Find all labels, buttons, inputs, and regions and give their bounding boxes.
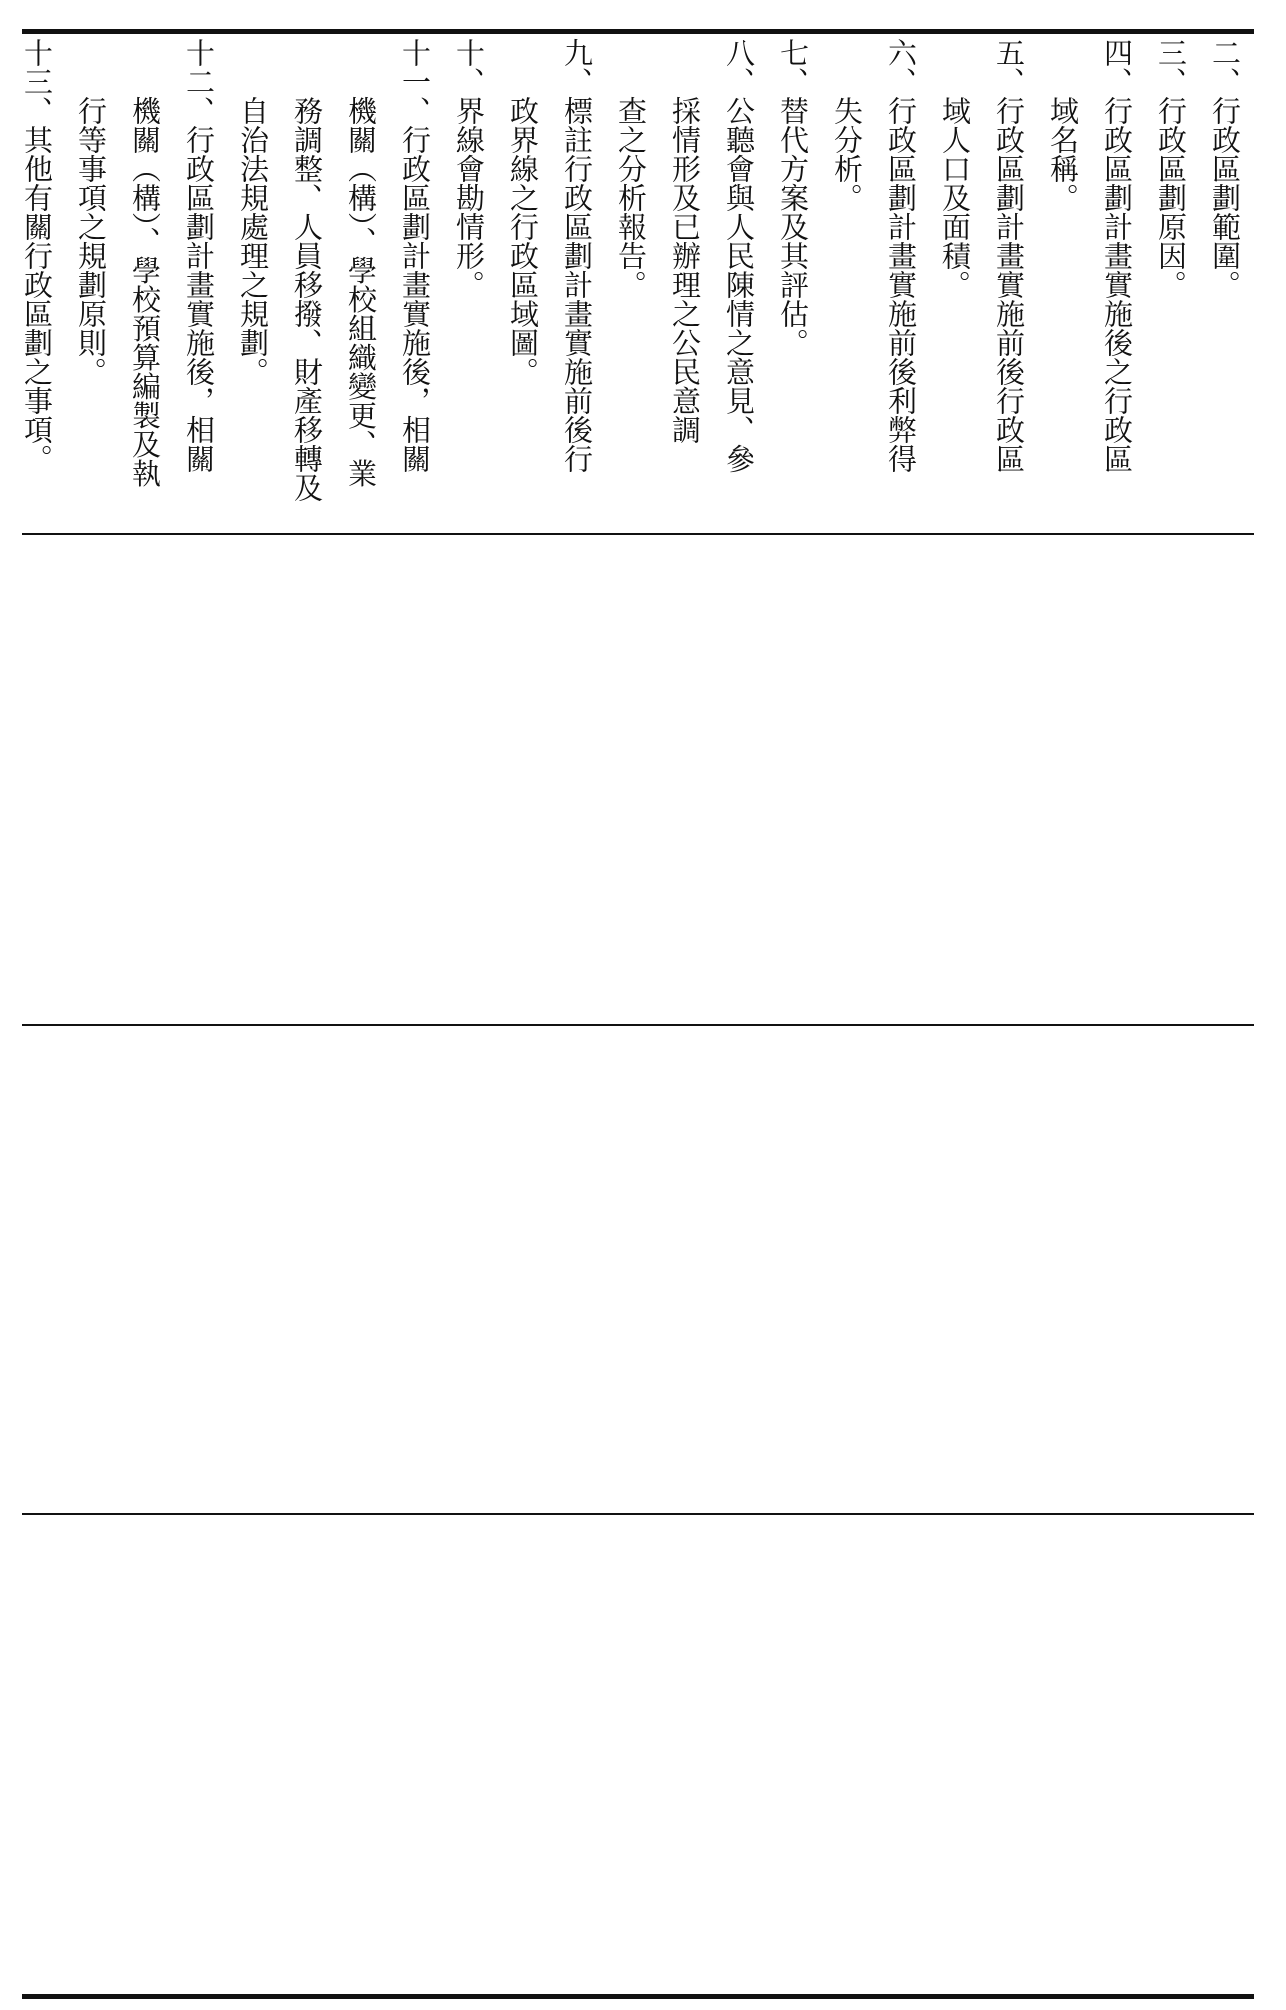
text-line: 二、行政區劃範圍。 xyxy=(1208,38,1242,299)
text-line: 三、行政區劃原因。 xyxy=(1154,38,1188,299)
top-border-rule xyxy=(22,29,1254,34)
text-line: 十二、行政區劃計畫實施後，相關 xyxy=(182,38,216,473)
text-line: 八、公聽會與人民陳情之意見、參 xyxy=(722,38,756,473)
text-line: 六、行政區劃計畫實施前後利弊得 xyxy=(884,38,918,473)
text-line: 四、行政區劃計畫實施後之行政區 xyxy=(1100,38,1134,473)
text-line-continuation: 自治法規處理之規劃。 xyxy=(236,96,270,386)
text-line-continuation: 失分析。 xyxy=(830,96,864,212)
section-divider-rule xyxy=(22,1513,1254,1515)
text-line-continuation: 政界線之行政區域圖。 xyxy=(506,96,540,386)
section-divider-rule xyxy=(22,1024,1254,1026)
bottom-border-rule xyxy=(22,1994,1254,1999)
vertical-text-block xyxy=(20,38,1252,528)
text-line-continuation: 務調整、人員移撥、財產移轉及 xyxy=(290,96,324,502)
text-line: 九、標註行政區劃計畫實施前後行 xyxy=(560,38,594,473)
text-line: 十一、行政區劃計畫實施後，相關 xyxy=(398,38,432,473)
text-line-continuation: 機關（構）、學校預算編製及執 xyxy=(128,96,162,488)
text-line-continuation: 行等事項之規劃原則。 xyxy=(74,96,108,386)
text-line-continuation: 域人口及面積。 xyxy=(938,96,972,299)
section-divider-rule xyxy=(22,533,1254,535)
text-line: 十、界線會勘情形。 xyxy=(452,38,486,299)
text-line: 七、替代方案及其評估。 xyxy=(776,38,810,357)
text-line-continuation: 查之分析報告。 xyxy=(614,96,648,299)
text-line: 五、行政區劃計畫實施前後行政區 xyxy=(992,38,1026,473)
text-line: 十三、其他有關行政區劃之事項。 xyxy=(20,38,54,473)
text-line-continuation: 機關（構）、學校組織變更、業 xyxy=(344,96,378,488)
text-line-continuation: 採情形及已辦理之公民意調 xyxy=(668,96,702,444)
text-line-continuation: 域名稱。 xyxy=(1046,96,1080,212)
